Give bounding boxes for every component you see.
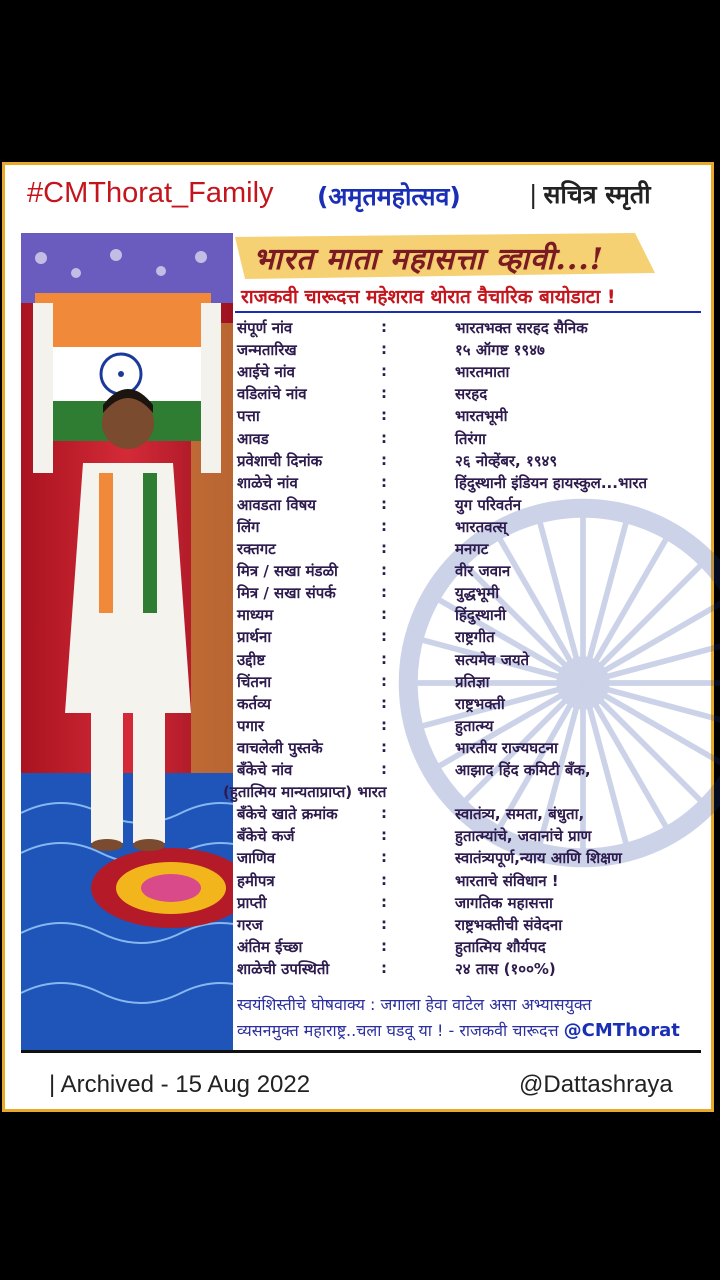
row-label: आईचे नांव (237, 363, 295, 382)
row-value: सरहद (455, 385, 488, 404)
row-value: हिंदुस्थानी (455, 606, 507, 625)
row-value: आझाद हिंद कमिटी बँक, (455, 761, 591, 779)
biodata-row (237, 429, 707, 451)
row-separator: : (381, 649, 387, 668)
row-separator: : (381, 627, 387, 646)
row-separator: : (381, 958, 387, 977)
row-label: संपूर्ण नांव (237, 319, 293, 337)
motto-line-1: स्वयंशिस्तीचे घोषवाक्य : जगाला हेवा वाटेल असा अभ्यासयुक्त (237, 995, 592, 1014)
biodata-row (237, 583, 707, 605)
row-label: शाळेचे नांव (237, 473, 298, 492)
row-separator: : (381, 494, 387, 513)
row-separator: : (381, 384, 387, 403)
biodata-row (237, 473, 707, 495)
row-separator: : (381, 914, 387, 933)
biodata-row (237, 650, 707, 672)
header-pipe: | (529, 180, 538, 209)
biodata-row (237, 362, 707, 384)
row-label: हमीपत्र (237, 871, 275, 890)
row-value: हुतात्म्य (455, 716, 494, 735)
row-separator: : (381, 737, 387, 756)
row-label: आवड (237, 429, 269, 448)
row-separator: : (381, 671, 387, 690)
row-label: चिंतना (237, 672, 272, 691)
row-value: युद्धभूमी (455, 584, 500, 603)
row-value: मनगट (455, 540, 489, 558)
biodata-row (237, 340, 707, 362)
row-label: अंतिम ईच्छा (237, 937, 303, 956)
row-label: जाणिव (237, 849, 276, 868)
card-header (5, 165, 711, 225)
biodata-row (237, 871, 707, 893)
row-value: हुतात्मिय शौर्यपद (455, 937, 546, 956)
row-label: माध्यम (237, 606, 274, 625)
hashtag-title[interactable]: #CMThorat_Family (27, 177, 274, 209)
portrait-photo (21, 233, 233, 1053)
biodata-row (237, 495, 707, 517)
motto-line-2 (237, 1019, 680, 1041)
row-separator: : (381, 693, 387, 712)
row-value: स्वातंत्र्य, समता, बंधुता, (455, 805, 585, 824)
row-value: राष्ट्रभक्ती (455, 694, 505, 713)
row-separator: : (381, 583, 387, 602)
row-value: वीर जवान (455, 562, 511, 581)
album-label (529, 177, 651, 211)
row-label: पत्ता (237, 407, 260, 426)
row-value: तिरंगा (455, 429, 486, 448)
row-label: प्राप्ती (237, 893, 267, 912)
row-separator: : (381, 892, 387, 911)
row-value: भारतभूमी (455, 407, 508, 426)
biodata-row (237, 915, 707, 937)
row-value: हिंदुस्थानी इंडियन हायस्कुल...भारत (455, 473, 648, 492)
memory-card (2, 162, 714, 1112)
row-value: भारतवत्स् (455, 517, 507, 536)
biodata-subtitle: राजकवी चारूदत्त महेशराव थोरात वैचारिक बायोडाटा ! (241, 286, 616, 308)
biodata-row (237, 826, 707, 848)
row-separator: : (381, 318, 387, 336)
album-text: सचित्र स्मृती (543, 180, 651, 209)
row-value: राष्ट्रगीत (455, 628, 495, 647)
row-label: उद्दीष्ट (237, 650, 266, 669)
author-handle[interactable]: @CMThorat (563, 1020, 680, 1041)
row-label: मित्र / सखा मंडळी (237, 562, 338, 581)
row-separator: : (381, 561, 387, 580)
row-label: बँकेचे नांव (237, 761, 293, 779)
biodata-row (237, 384, 707, 406)
row-label: शाळेची उपस्थिती (237, 959, 330, 978)
row-value: २४ तास (१००%) (455, 959, 556, 978)
row-label: बँकेचे खाते क्रमांक (237, 805, 338, 824)
row-label: गरज (237, 915, 263, 934)
row-label: रक्तगट (237, 540, 276, 558)
row-value: भारतीय राज्यघटना (455, 738, 558, 757)
biodata-row (237, 937, 707, 959)
row-label: प्रवेशाची दिनांक (237, 451, 323, 470)
archived-date: | Archived - 15 Aug 2022 (49, 1071, 311, 1098)
motto-text: व्यसनमुक्त महाराष्ट्र..चला घडवू या ! - राजकवी चारूदत्त (237, 1021, 559, 1040)
row-value: भारतमाता (455, 363, 510, 382)
row-separator: : (381, 406, 387, 425)
row-value: भारतभक्त सरहद सैनिक (455, 319, 588, 337)
biodata-row (237, 561, 707, 583)
row-value: हुतात्म्यांचे, जवानांचे प्राण (455, 827, 592, 846)
row-label: वाचलेली पुस्तके (237, 738, 323, 757)
biodata-row (237, 451, 707, 473)
biodata-row (237, 539, 707, 561)
biodata-row (237, 804, 707, 826)
biodata-row (237, 406, 707, 428)
biodata-row (237, 959, 707, 981)
row-separator: : (381, 450, 387, 469)
row-separator: : (381, 936, 387, 955)
biodata-row (237, 627, 707, 649)
banner-title: भारत माता महासत्ता व्हावी...! (253, 242, 604, 277)
row-value: युग परिवर्तन (455, 495, 522, 514)
biodata-row (237, 738, 707, 760)
row-separator: : (381, 804, 387, 823)
bank-name-continuation: (हुतात्मिय मान्यताप्राप्त) भारत (223, 783, 387, 802)
row-label: पगार (237, 716, 264, 735)
biodata-row (237, 517, 707, 539)
row-label: वडिलांचे नांव (237, 385, 307, 404)
row-value: १५ ऑगष्ट १९४७ (455, 341, 545, 360)
row-label: लिंग (237, 517, 260, 536)
biodata-row (237, 672, 707, 694)
credit-handle[interactable]: @Dattashraya (519, 1071, 673, 1098)
row-separator: : (381, 760, 387, 778)
row-separator: : (381, 870, 387, 889)
row-separator: : (381, 848, 387, 867)
row-value: राष्ट्रभक्तीची संवेदना (455, 915, 563, 934)
row-value: २६ नोव्हेंबर, १९४९ (455, 451, 558, 470)
biodata-row (237, 716, 707, 738)
row-value: जागतिक महासत्ता (455, 893, 553, 912)
row-value: स्वातंत्र्यपूर्ण,न्याय आणि शिक्षण (455, 849, 622, 868)
row-separator: : (381, 715, 387, 734)
row-value: प्रतिज्ञा (455, 672, 490, 691)
biodata-row (237, 318, 707, 340)
divider (21, 1050, 701, 1053)
row-separator: : (381, 826, 387, 845)
row-value: सत्यमेव जयते (455, 650, 530, 669)
biodata-row (237, 893, 707, 915)
row-label: आवडता विषय (237, 495, 316, 514)
banner (235, 233, 655, 279)
row-separator: : (381, 539, 387, 557)
biodata-row (237, 848, 707, 870)
row-separator: : (381, 605, 387, 624)
subtitle-underline (235, 311, 701, 313)
row-label: जन्मतारिख (237, 341, 297, 360)
row-label: मित्र / सखा संपर्क (237, 584, 336, 603)
row-separator: : (381, 472, 387, 491)
row-label: बँकेचे कर्ज (237, 827, 295, 846)
biodata-row (237, 605, 707, 627)
biodata-row (237, 694, 707, 716)
row-value: भारताचे संविधान ! (455, 871, 559, 890)
row-separator: : (381, 516, 387, 535)
biodata-row (237, 760, 707, 782)
row-separator: : (381, 340, 387, 359)
row-label: कर्तव्य (237, 694, 271, 713)
row-separator: : (381, 428, 387, 447)
festival-label: (अमृतमहोत्सव) (317, 182, 461, 211)
row-label: प्रार्थना (237, 628, 272, 647)
row-separator: : (381, 362, 387, 381)
